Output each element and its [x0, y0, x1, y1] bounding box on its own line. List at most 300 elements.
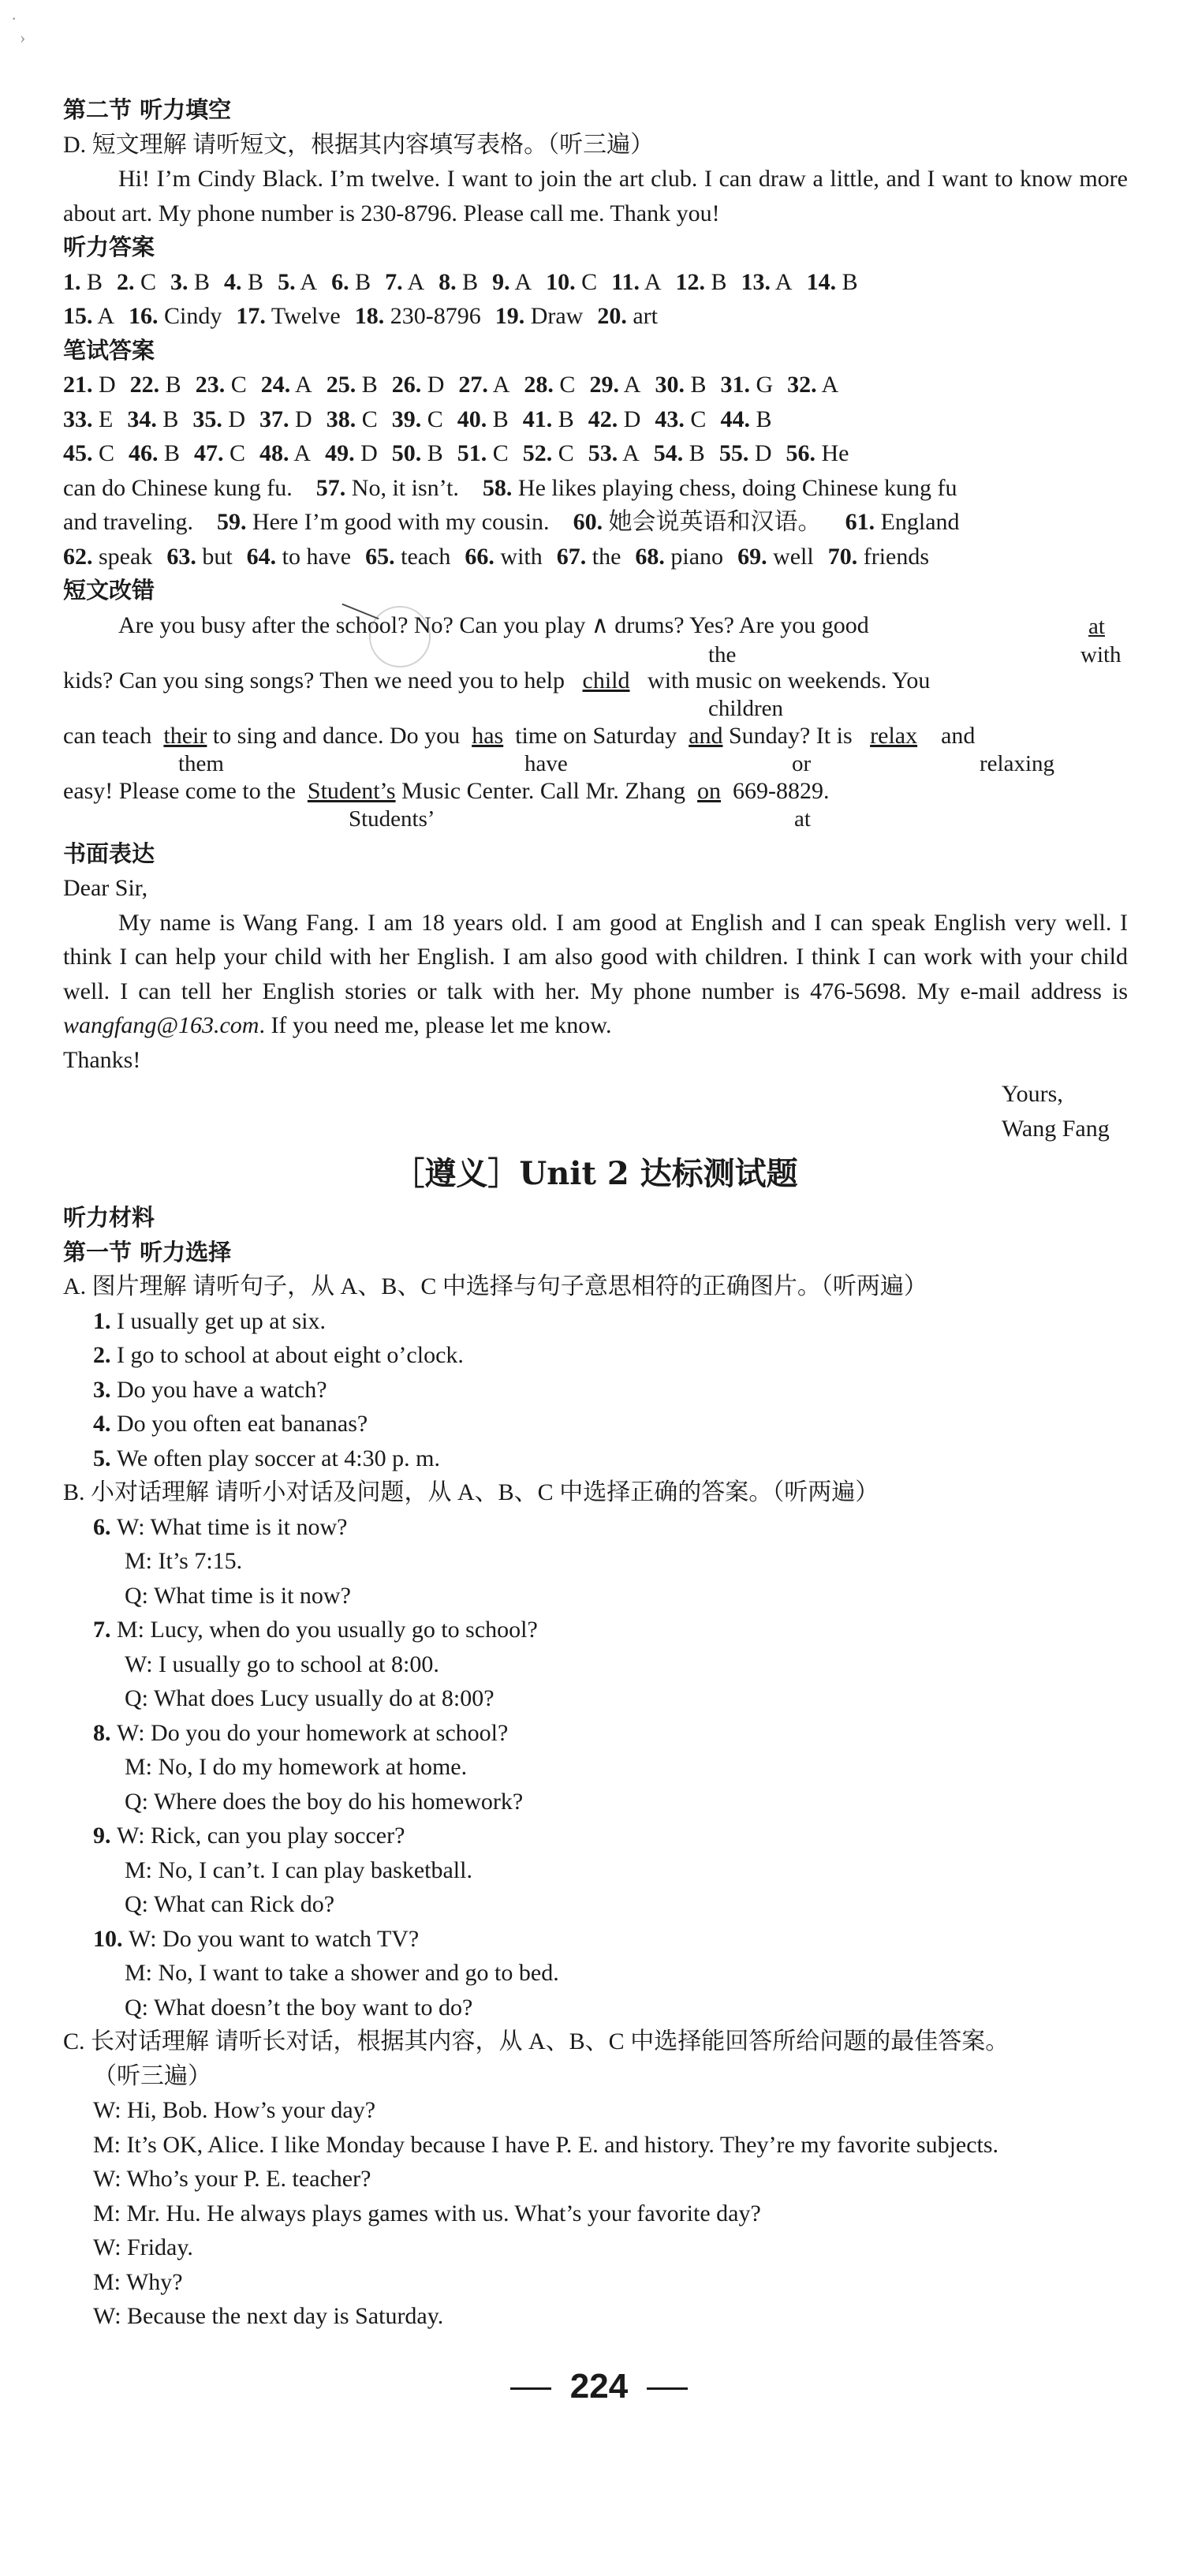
answer-number: 19. — [495, 303, 525, 329]
section-heading-fill: 第二节 听力填空 — [63, 96, 232, 123]
correction-word-has: has — [472, 722, 504, 749]
correction-fix-or: or — [792, 750, 812, 776]
answer-item — [828, 544, 929, 570]
answer-value: B — [158, 440, 181, 466]
answer-value: B — [188, 268, 211, 295]
answer-item — [523, 440, 574, 466]
answer-value: D — [92, 372, 116, 398]
answer-value: C — [421, 406, 443, 432]
dialogue-line: M: Lucy, when do you usually go to school? — [117, 1617, 538, 1643]
item-number: 3. — [93, 1376, 117, 1403]
answer-value: teach — [394, 543, 451, 570]
scan-corner-mark: · › — [11, 9, 26, 47]
answer-item — [495, 303, 584, 329]
q58-answer-end: and traveling. — [63, 509, 193, 535]
answer-value: D — [222, 406, 246, 432]
answer-item — [247, 544, 351, 570]
part-c-title: C. 长对话理解 请听长对话，根据其内容，从 A、B、C 中选择能回答所给问题的最佳答案。 — [63, 2028, 1010, 2054]
answer-item — [439, 269, 478, 295]
part-b-list — [63, 1510, 1128, 2025]
q60-number: 60. — [573, 509, 603, 535]
answer-item — [196, 372, 247, 398]
answer-item — [392, 440, 443, 466]
answer-number: 38. — [326, 406, 356, 432]
correction-line-2 — [63, 664, 1128, 698]
answer-item — [720, 406, 771, 432]
item-number: 5. — [93, 1445, 117, 1471]
answer-value: A — [295, 268, 318, 295]
answer-item — [325, 440, 378, 466]
item-number: 6. — [93, 1513, 117, 1540]
answer-item — [392, 406, 443, 432]
answer-number: 7. — [385, 268, 403, 295]
correction-word-on: on — [697, 777, 722, 804]
correction-word-students: Student’s — [307, 777, 396, 804]
part-b-item — [63, 1510, 1128, 1545]
answer-value: A — [618, 372, 641, 398]
answer-item — [129, 440, 180, 466]
answer-value: D — [748, 440, 772, 466]
correction-line-3-c: time on Saturday — [515, 722, 677, 749]
answer-number: 52. — [522, 440, 553, 466]
answer-value: friends — [857, 543, 930, 570]
answer-item — [224, 269, 263, 295]
part-d-title: D. 短文理解 请听短文，根据其内容填写表格。（听三遍） — [63, 131, 655, 158]
answer-number: 10. — [546, 268, 576, 295]
answer-item — [597, 303, 658, 329]
dialogue-line: W: Friday. — [93, 2234, 193, 2260]
item-number: 7. — [93, 1617, 117, 1643]
answer-number: 30. — [655, 372, 685, 398]
dialogue-line: W: Who’s your P. E. teacher? — [93, 2166, 371, 2192]
answer-item — [457, 440, 509, 466]
answer-item — [655, 372, 706, 398]
q60-answer: 她会说英语和汉语。 — [608, 509, 822, 535]
answer-value: B — [552, 406, 574, 432]
writing-email: wangfang@163.com — [63, 1012, 259, 1038]
written-answers-heading: 笔试答案 — [63, 336, 155, 364]
answer-value: to have — [276, 543, 352, 570]
dialogue-line: M: No, I want to take a shower and go to bed. — [125, 1960, 559, 1986]
writing-closing: Yours, — [1002, 1081, 1063, 1107]
q61-answer: England — [880, 509, 960, 535]
writing-body-start: My name is Wang Fang. I am 18 years old. I am good at English and I can speak English very well. I think I can help your child with her English. I am also good with children. I think I can work with your child well. I can tell her English stories or talk with her. My phone number is 476-5698. My e-mail address is — [63, 909, 1128, 1004]
answer-value: B — [421, 440, 443, 466]
correction-word-and: and — [689, 722, 723, 749]
answer-number: 69. — [737, 543, 767, 570]
answer-value: A — [816, 372, 839, 398]
answer-number: 34. — [127, 406, 157, 432]
answer-item — [327, 372, 378, 398]
answer-number: 32. — [787, 372, 817, 398]
answer-value: B — [683, 440, 705, 466]
writing-signature: Wang Fang — [1002, 1115, 1110, 1142]
answer-number: 11. — [611, 268, 640, 295]
answer-value: piano — [664, 543, 724, 570]
written-answers-line-3-items — [63, 440, 786, 466]
answer-number: 63. — [166, 543, 196, 570]
correction-block — [63, 608, 1128, 837]
answer-item — [365, 544, 450, 570]
answer-value: with — [494, 543, 543, 570]
q56-answer-end: can do Chinese kung fu. — [63, 474, 293, 501]
correction-line-3-e: and — [941, 722, 976, 749]
answer-number: 24. — [260, 372, 291, 398]
dialogue-line: W: I usually go to school at 8:00. — [125, 1651, 439, 1677]
answer-value: C — [552, 440, 574, 466]
correction-word-relax: relax — [870, 722, 918, 749]
answer-value: G — [749, 372, 774, 398]
answer-item — [194, 440, 245, 466]
q58-number: 58. — [482, 474, 513, 501]
answer-number: 4. — [224, 268, 242, 295]
answer-number: 12. — [675, 268, 706, 295]
writing-heading: 书面表达 — [63, 839, 155, 867]
item-text: We often play soccer at 4:30 p. m. — [117, 1445, 440, 1471]
answer-value: B — [684, 372, 707, 398]
answer-value: B — [487, 406, 509, 432]
item-number: 9. — [93, 1823, 117, 1849]
answer-number: 5. — [278, 268, 296, 295]
answer-number: 45. — [63, 440, 93, 466]
answer-value: A — [289, 440, 312, 466]
answer-item — [720, 372, 773, 398]
answer-item — [63, 440, 114, 466]
correction-word-child: child — [582, 667, 630, 694]
correction-line-2-b: with music on weekends. You — [648, 667, 931, 694]
q58-answer-start: He likes playing chess, doing Chinese kung fu — [517, 474, 957, 501]
answer-item — [557, 544, 621, 570]
answer-number: 37. — [259, 406, 289, 432]
answer-value: B — [749, 406, 772, 432]
answer-number: 1. — [63, 268, 81, 295]
answer-number: 26. — [391, 372, 422, 398]
page-number-dash-left — [510, 2387, 551, 2390]
answer-item — [741, 269, 793, 295]
answer-number: 39. — [391, 406, 422, 432]
answer-item — [787, 372, 838, 398]
q59-number: 59. — [216, 509, 247, 535]
part-b-title: B. 小对话理解 请听小对话及问题，从 A、B、C 中选择正确的答案。（听两遍） — [63, 1479, 879, 1505]
item-number: 4. — [93, 1411, 117, 1437]
answer-number: 51. — [457, 440, 487, 466]
correction-fix-children: children — [708, 695, 784, 721]
part-b-item — [63, 1716, 1128, 1751]
answer-value: D — [289, 406, 312, 432]
dialogue-line: M: Why? — [93, 2268, 183, 2295]
written-answers-line-6 — [63, 540, 1128, 574]
item-number: 2. — [93, 1342, 117, 1368]
answer-number: 28. — [524, 372, 554, 398]
answer-value: C — [553, 372, 576, 398]
answer-number: 22. — [129, 372, 160, 398]
materials-section-1: 第一节 听力选择 — [63, 1238, 232, 1266]
correction-line-4-a: easy! Please come to the — [63, 777, 296, 804]
dialogue-line: W: Rick, can you play soccer? — [117, 1823, 405, 1849]
item-number: 1. — [93, 1307, 117, 1334]
answer-item — [327, 406, 378, 432]
q61-number: 61. — [845, 509, 875, 535]
answer-value: well — [767, 543, 814, 570]
answer-value: C — [134, 268, 157, 295]
answer-value: the — [586, 543, 621, 570]
answer-value: 230-8796 — [384, 303, 481, 329]
answer-value: B — [80, 268, 103, 295]
answer-value: B — [349, 268, 371, 295]
answer-item — [331, 269, 371, 295]
dialogue-line: W: Hi, Bob. How’s your day? — [93, 2097, 376, 2123]
answer-value: speak — [92, 543, 153, 570]
answer-item — [130, 372, 181, 398]
item-text: I usually get up at six. — [117, 1307, 326, 1334]
answer-value: Twelve — [265, 303, 341, 329]
q56-answer-start: He — [821, 440, 849, 466]
page-number — [0, 2363, 1198, 2410]
answer-number: 17. — [236, 303, 266, 329]
dialogue-line: W: What time is it now? — [117, 1513, 348, 1540]
correction-line-4 — [63, 774, 1128, 809]
correction-insert-the: the — [708, 641, 737, 667]
written-answers-line-5 — [63, 505, 1128, 540]
answer-item — [588, 440, 640, 466]
answer-value: A — [618, 440, 640, 466]
item-number: 10. — [93, 1925, 129, 1952]
item-number: 8. — [93, 1719, 117, 1746]
answer-value: A — [92, 303, 115, 329]
answer-item — [261, 372, 312, 398]
answer-item — [807, 269, 858, 295]
answer-item — [457, 406, 509, 432]
correction-fix-at: at — [794, 806, 811, 832]
answer-value: A — [487, 372, 510, 398]
answer-value: B — [836, 268, 858, 295]
dialogue-line: Q: Where does the boy do his homework? — [125, 1788, 524, 1815]
dialogue-line: W: Because the next day is Saturday. — [93, 2303, 444, 2329]
answer-number: 41. — [522, 406, 553, 432]
answer-value: C — [575, 268, 598, 295]
answer-number: 54. — [653, 440, 684, 466]
dialogue-line: M: It’s OK, Alice. I like Monday because I have P. E. and history. They’re my favorite subjects. — [93, 2131, 999, 2158]
answer-value: Cindy — [158, 303, 222, 329]
answer-item — [63, 406, 113, 432]
answer-value: C — [225, 372, 247, 398]
answer-item — [465, 544, 542, 570]
answer-number: 50. — [391, 440, 422, 466]
dialogue-line: Q: What doesn’t the boy want to do? — [125, 1994, 473, 2021]
correction-heading: 短文改错 — [63, 577, 155, 604]
dialogue-line: W: Do you want to watch TV? — [129, 1925, 420, 1952]
answer-value: D — [618, 406, 641, 432]
dialogue-line: W: Do you do your homework at school? — [117, 1719, 509, 1746]
answer-item — [63, 303, 114, 329]
part-c-dialogue — [63, 2093, 1128, 2334]
answer-item — [655, 406, 706, 432]
answer-item — [192, 406, 245, 432]
answer-item — [546, 269, 597, 295]
answer-number: 23. — [195, 372, 226, 398]
answer-item — [676, 269, 727, 295]
answer-value: C — [684, 406, 707, 432]
answer-value: A — [290, 372, 312, 398]
dialogue-line: Q: What can Rick do? — [125, 1891, 335, 1917]
correction-line-1-text: Are you busy after the school? No? Can you play ∧ drums? Yes? Are you good — [118, 611, 869, 638]
answer-number: 49. — [325, 440, 355, 466]
page-number-value: 224 — [569, 2367, 629, 2406]
answer-number: 27. — [458, 372, 488, 398]
listening-answers-heading: 听力答案 — [63, 234, 155, 260]
unit-title: ［遵义］Unit 2 达标测试题 — [393, 1155, 798, 1192]
item-text: Do you have a watch? — [117, 1376, 327, 1403]
part-a-item — [63, 1304, 1128, 1339]
q56-number: 56. — [786, 440, 815, 466]
answer-number: 18. — [354, 303, 385, 329]
part-a-item — [63, 1373, 1128, 1408]
answer-number: 21. — [63, 372, 93, 398]
answer-item — [392, 372, 445, 398]
writing-salutation: Dear Sir, — [63, 875, 148, 901]
answer-value: A — [771, 268, 793, 295]
correction-line-1 — [63, 608, 1128, 643]
answer-item — [117, 269, 156, 295]
answer-item — [737, 544, 814, 570]
correction-line-4-b: Music Center. Call Mr. Zhang — [401, 777, 686, 804]
answer-item — [523, 406, 574, 432]
materials-heading: 听力材料 — [63, 1204, 155, 1231]
part-b-item — [63, 1819, 1128, 1853]
answer-number: 42. — [588, 406, 618, 432]
correction-line-3-a: can teach — [63, 722, 152, 749]
answer-value: art — [626, 303, 658, 329]
correction-line-2-a: kids? Can you sing songs? Then we need you to help — [63, 667, 565, 694]
answer-number: 14. — [806, 268, 837, 295]
written-answers-line-4 — [63, 471, 1128, 506]
writing-body — [63, 906, 1128, 1043]
correction-insert-with: with — [1080, 641, 1121, 667]
written-answers-line-1 — [63, 368, 1128, 402]
answer-number: 53. — [588, 440, 618, 466]
answer-number: 13. — [741, 268, 771, 295]
answer-item — [63, 372, 116, 398]
item-text: I go to school at about eight o’clock. — [117, 1342, 464, 1368]
answer-item — [170, 269, 210, 295]
answer-number: 67. — [556, 543, 587, 570]
answer-number: 6. — [331, 268, 349, 295]
answer-item — [129, 303, 222, 329]
item-text: Do you often eat bananas? — [117, 1411, 368, 1437]
answer-value: C — [356, 406, 378, 432]
answer-item — [63, 269, 103, 295]
answer-item — [611, 269, 661, 295]
answer-value: C — [92, 440, 115, 466]
correction-line-3-b: to sing and dance. Do you — [212, 722, 461, 749]
writing-thanks: Thanks! — [63, 1046, 141, 1073]
dialogue-line: M: No, I do my homework at home. — [125, 1754, 468, 1780]
answer-item — [259, 406, 312, 432]
answer-item — [654, 440, 705, 466]
part-a-list — [63, 1304, 1128, 1476]
dialogue-line: Q: What time is it now? — [125, 1582, 351, 1609]
answer-value: B — [241, 268, 264, 295]
q57-answer: No, it isn’t. — [351, 474, 459, 501]
answer-item — [259, 440, 311, 466]
answer-number: 47. — [194, 440, 224, 466]
answer-item — [166, 544, 232, 570]
answer-number: 25. — [326, 372, 356, 398]
written-answers-line-2 — [63, 402, 1128, 437]
answer-item — [589, 372, 640, 398]
answer-item — [63, 544, 152, 570]
answer-value: Draw — [524, 303, 584, 329]
answer-value: A — [509, 268, 532, 295]
answer-number: 46. — [129, 440, 159, 466]
q57-number: 57. — [315, 474, 346, 501]
answer-value: D — [421, 372, 445, 398]
correction-word-their: their — [163, 722, 207, 749]
answer-item — [278, 269, 317, 295]
answer-value: C — [487, 440, 509, 466]
answer-item — [524, 372, 575, 398]
part-a-title: A. 图片理解 请听句子，从 A、B、C 中选择与句子意思相符的正确图片。（听两遍） — [63, 1273, 927, 1299]
part-c-note: （听三遍） — [93, 2062, 211, 2089]
part-a-item — [63, 1407, 1128, 1441]
answer-item — [492, 269, 532, 295]
answer-number: 35. — [192, 406, 222, 432]
part-a-item — [63, 1338, 1128, 1373]
answer-number: 70. — [827, 543, 858, 570]
answer-number: 8. — [439, 268, 457, 295]
answer-value: B — [156, 406, 179, 432]
dialogue-line: M: Mr. Hu. He always plays games with us. What’s your favorite day? — [93, 2200, 761, 2226]
answer-number: 55. — [718, 440, 749, 466]
answer-item — [355, 303, 481, 329]
answer-item — [385, 269, 424, 295]
answer-number: 16. — [129, 303, 159, 329]
answer-number: 3. — [170, 268, 188, 295]
answer-value: A — [640, 268, 662, 295]
answer-number: 62. — [63, 543, 93, 570]
listening-answers-line-1 — [63, 265, 1128, 300]
answer-value: B — [456, 268, 479, 295]
answer-number: 66. — [465, 543, 495, 570]
answer-number: 15. — [63, 303, 93, 329]
answer-value: but — [196, 543, 233, 570]
writing-body-end: . If you need me, please let me know. — [259, 1012, 612, 1038]
part-b-item — [63, 1922, 1128, 1957]
answer-number: 64. — [246, 543, 277, 570]
answer-value: A — [402, 268, 425, 295]
answer-value: B — [705, 268, 727, 295]
correction-fix-students: Students’ — [349, 806, 435, 832]
dialogue-line: M: No, I can’t. I can play basketball. — [125, 1856, 472, 1883]
listening-answers-line-2 — [63, 299, 1128, 334]
q59-answer: Here I’m good with my cousin. — [252, 509, 550, 535]
correction-line-3 — [63, 719, 1128, 753]
answer-value: B — [356, 372, 378, 398]
answer-number: 2. — [117, 268, 135, 295]
answer-number: 43. — [655, 406, 685, 432]
part-a-item — [63, 1441, 1128, 1476]
answer-number: 65. — [365, 543, 395, 570]
page-number-dash-right — [647, 2387, 688, 2390]
answer-number: 29. — [589, 372, 619, 398]
answer-number: 31. — [720, 372, 750, 398]
dialogue-line: M: It’s 7:15. — [125, 1548, 243, 1574]
page-content — [63, 93, 1128, 2334]
answer-number: 68. — [635, 543, 665, 570]
answer-number: 33. — [63, 406, 93, 432]
answer-item — [458, 372, 509, 398]
answer-value: E — [92, 406, 114, 432]
